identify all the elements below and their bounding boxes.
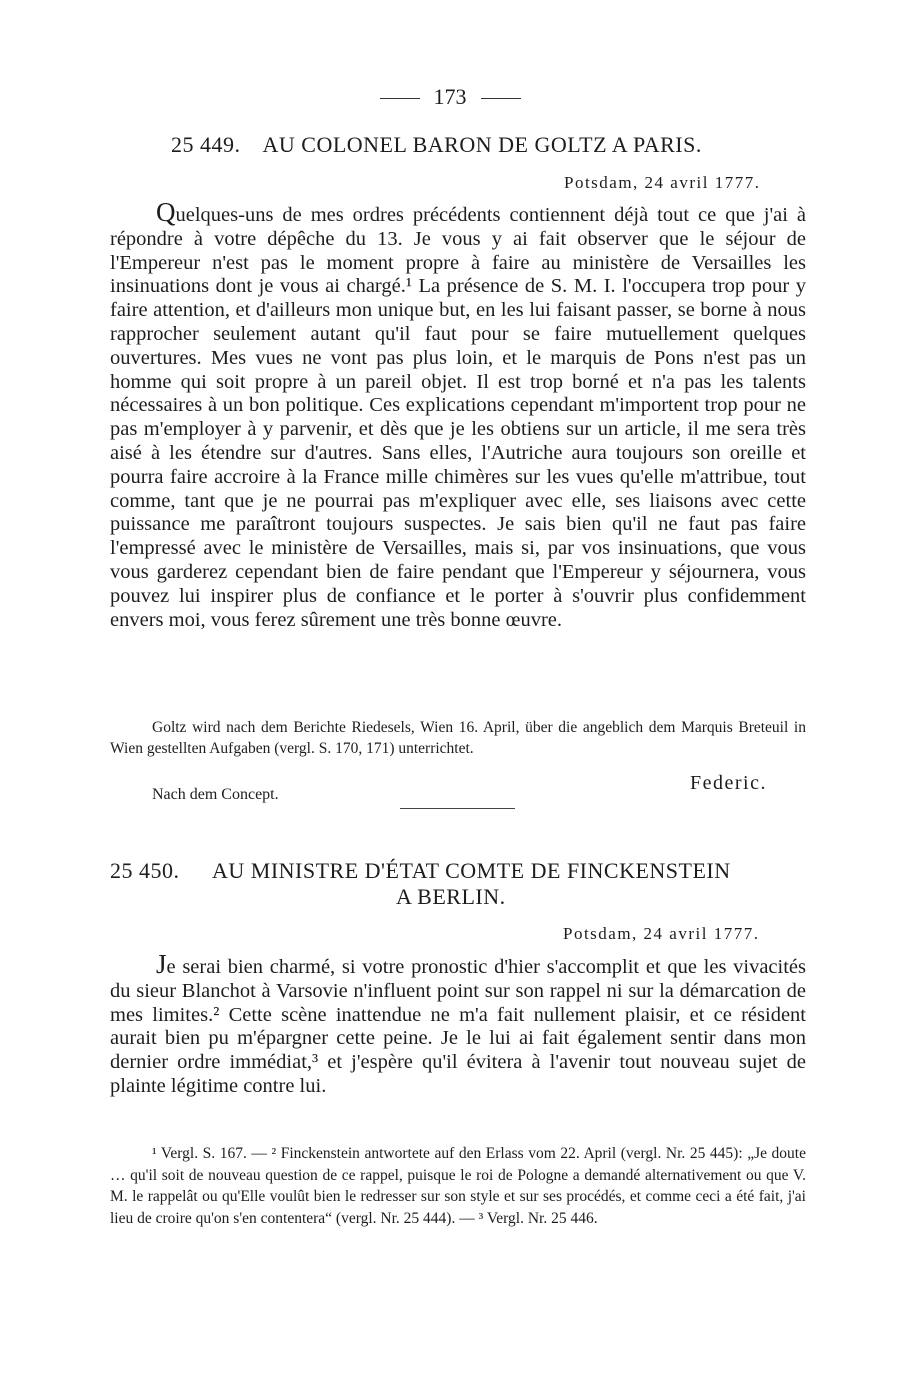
letter2-place-date: Potsdam, 24 avril 1777. [563,924,760,943]
page-number-text: 173 [433,84,467,109]
letter2-title-line1: AU MINISTRE D'ÉTAT COMTE DE FINCKENSTEIN [212,858,731,883]
footnotes-text: ¹ Vergl. S. 167. — ² Finckenstein antwortete auf den Erlass vom 22. April (vergl. Nr. 25 445): „Je doute … qu'il soit de nouveau question de ce rappel, puisque le roi de Pologne a demandé alternativement ou que V. M. le rappelât ou qu'Elle voulût bien le redresser sur son style et sur ses procédés, et comme ceci a été fait, j'ai lieu de croire qu'on s'en contentera“ (vergl. Nr. 25 444). — ³ Vergl. Nr. 25 446. [110,1145,806,1227]
letter1-signature: Federic. [690,772,767,794]
page-number [0,84,900,110]
letter2-title-line2: A BERLIN. [396,884,506,909]
letter1-body-text: uelques-uns de mes ordres précédents contiennent déjà tout ce que j'ai à répondre à votre dépêche du 13. Je vous y ai fait observer que le séjour de l'Empereur n'est pas le moment propre à faire au ministère de Versailles les insinuations dont je vous ai chargé.¹ La présence de S. M. I. l'occupera trop pour y faire attention, et d'ailleurs mon unique but, en les lui faisant passer, se borne à nous rapprocher seulement autant qu'il faut pour se faire mutuellement quelques ouvertures. Mes vues ne vont pas plus loin, et le marquis de Pons n'est pas un homme qui soit propre à un pareil objet. Il est trop borné et n'a pas les talents nécessaires à un bon politique. Ces explications cependant m'importent trop pour ne pas m'employer à y parvenir, et dès que je les obtiens sur un article, il me sera très aisé à les étendre sur d'autres. Sans elles, l'Autriche aura toujours son oreille et pourra faire accroire à la France mille chimères sur les vues qu'elle m'attribue, tout comme, tant que je ne pourrai pas m'expliquer avec elle, ses liaisons avec cette puissance me paraîtront toujours suspectes. Je sais bien qu'il ne faut pas faire l'empressé avec le ministère de Versailles, mais si, par vos insinuations, que vous vous garderez cependant bien de faire pendant que l'Empereur y séjournera, vous pouvez lui inspirer plus de confiance et le porter à s'ouvrir plus confidemment envers moi, vous ferez sûrement une très bonne œuvre. [110,204,806,631]
footnotes [110,1143,806,1229]
letter1-initial: Q [156,197,176,227]
letter1-body [110,197,806,632]
letter1-note-text: Goltz wird nach dem Berichte Riedesels, Wien 16. April, über die angeblich dem Marquis Breteuil in Wien gestellten Aufgaben (vergl. S. 170, 171) unterrichtet. [110,719,806,757]
section-divider [400,808,515,809]
letter1-number: 25 449. [171,132,241,157]
letter1-title: AU COLONEL BARON DE GOLTZ A PARIS. [262,132,702,157]
dash-right [481,98,521,99]
letter1-note [110,718,806,759]
letter2-body [110,949,806,1099]
dash-left [380,98,420,99]
letter1-source: Nach dem Concept. [152,786,279,803]
letter1-heading [171,132,702,158]
letter2-body-text: e serai bien charmé, si votre pronostic d'hier s'accomplit et que les vivacités du sieur Blanchot à Varsovie n'influent point sur son rappel ni sur la démarcation de mes limites.² Cette scène inattendue ne m'a fait nullement plaisir, et ce résident aurait bien pu m'épargner cette peine. Je le lui ai fait également sentir dans mon dernier ordre immédiat,³ et j'espère qu'il évitera à l'avenir tout nouveau sujet de plainte légitime contre lui. [110,956,806,1097]
letter1-place-date: Potsdam, 24 avril 1777. [564,173,761,192]
letter2-initial: J [156,949,167,979]
letter2-number: 25 450. [110,858,180,883]
